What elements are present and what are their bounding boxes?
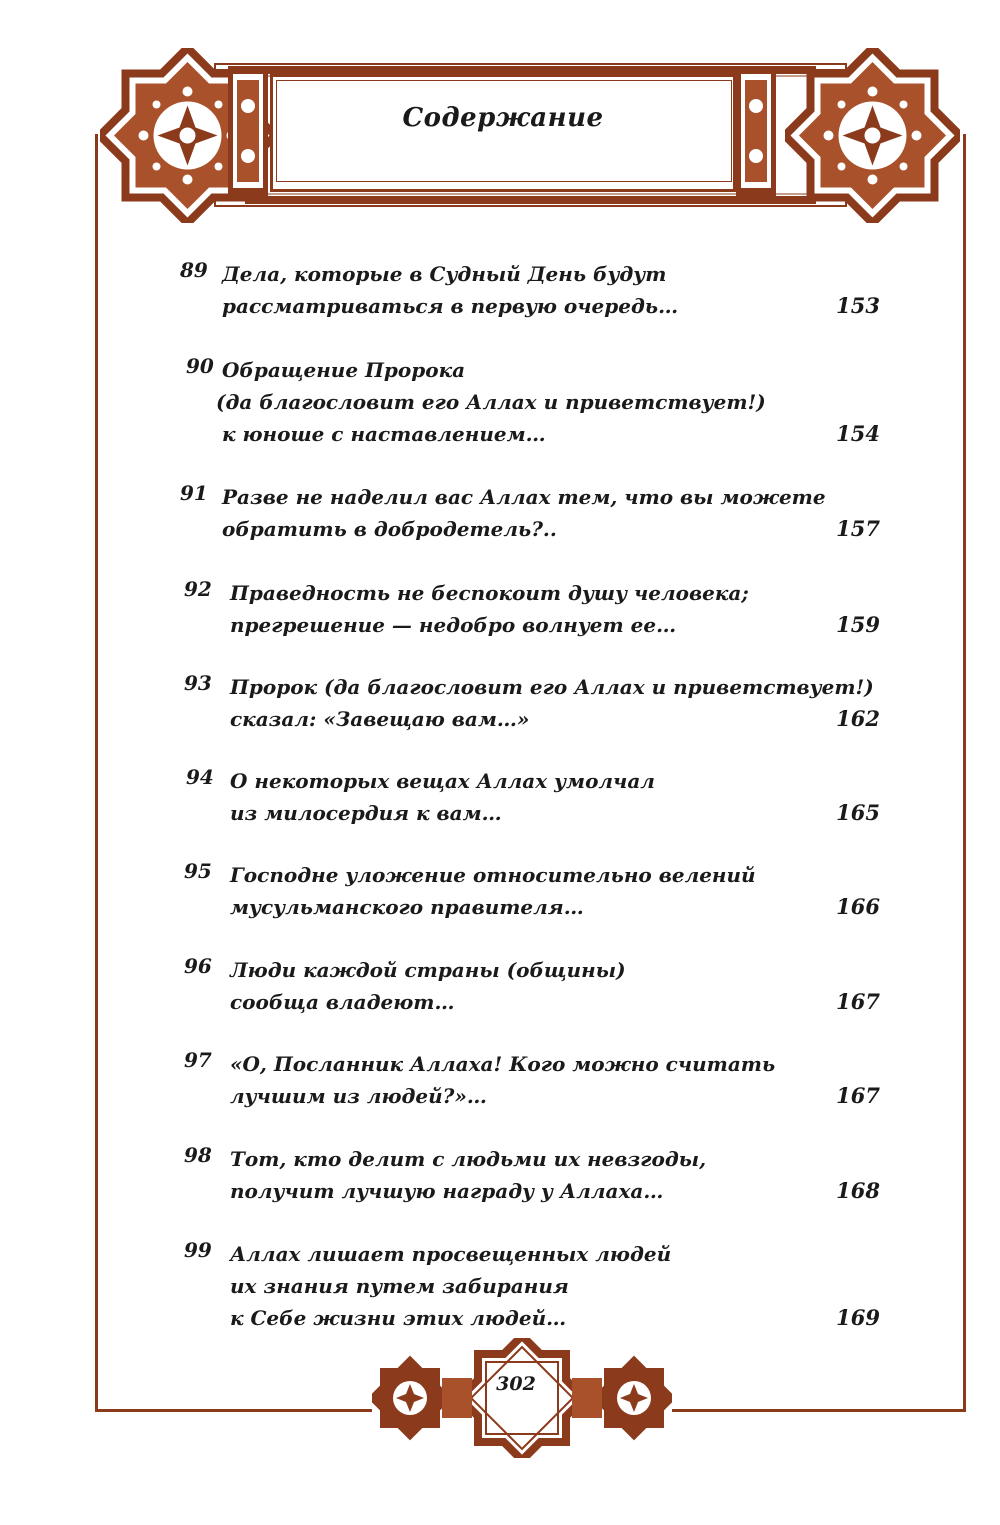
toc-entry-page: 159: [836, 612, 880, 637]
toc-entry-page: 157: [836, 516, 880, 541]
toc-entry-title-line: сообща владеют…: [230, 990, 455, 1014]
frame-right-border: [963, 130, 966, 1412]
toc-entry-page: 154: [836, 421, 880, 446]
toc-entry-title-line: Пророк (да благословит его Аллах и приветствует!): [230, 675, 874, 699]
toc-entry-number: 94: [186, 765, 214, 789]
toc-entry-title-line: Обращение Пророка: [222, 358, 466, 382]
toc-entry-title-line: обратить в добродетель?..: [222, 517, 557, 541]
toc-entry-number: 99: [184, 1238, 212, 1262]
toc-entry-page: 162: [836, 706, 880, 731]
toc-entry-page: 153: [836, 293, 880, 318]
header-panel-right-icon: [736, 66, 776, 196]
toc-entry-number: 91: [180, 481, 208, 505]
toc-entry-title-line: Люди каждой страны (общины): [230, 958, 626, 982]
toc-entry-title-line: лучшим из людей?»…: [230, 1084, 487, 1108]
toc-entry-page: 165: [836, 800, 880, 825]
toc-entry-number: 96: [184, 954, 212, 978]
toc-entry-title-line: из милосердия к вам…: [230, 801, 502, 825]
toc-entry-title-line: сказал: «Завещаю вам…»: [230, 707, 530, 731]
toc-entry[interactable]: [180, 671, 880, 735]
toc-entry[interactable]: [180, 354, 880, 450]
toc-entry-number: 89: [180, 258, 208, 282]
toc-entry-title-line: О некоторых вещах Аллах умолчал: [230, 769, 655, 793]
toc-entry-title-line: Тот, кто делит с людьми их невзгоды,: [230, 1147, 707, 1171]
toc-entry[interactable]: [180, 258, 880, 322]
toc-entry-title-line: получит лучшую награду у Аллаха…: [230, 1179, 664, 1203]
toc-entry-title-line: к Себе жизни этих людей…: [230, 1306, 567, 1330]
toc-entry[interactable]: [180, 954, 880, 1018]
toc-entry-title-line: Дела, которые в Судный День будут: [222, 262, 667, 286]
toc-entry-title-line: рассматриваться в первую очередь…: [222, 294, 679, 318]
toc-entry-title-line: их знания путем забирания: [230, 1274, 569, 1298]
toc-entry-number: 90: [186, 354, 214, 378]
toc-entry-number: 92: [184, 577, 212, 601]
toc-entry-page: 168: [836, 1178, 880, 1203]
toc-entry[interactable]: [180, 1238, 880, 1334]
toc-entry-number: 97: [184, 1048, 212, 1072]
toc-entry-title-line: прегрешение — недобро волнует ее…: [230, 613, 677, 637]
toc-entry[interactable]: [180, 577, 880, 641]
footer-ornament-icon: [372, 1338, 672, 1458]
toc-entry-title-line: Праведность не беспокоит душу человека;: [230, 581, 749, 605]
toc-entry-page: 169: [836, 1305, 880, 1330]
toc-entry[interactable]: [180, 1048, 880, 1112]
toc-entry-title-line: Господне уложение относительно велений: [230, 863, 756, 887]
toc-entry[interactable]: [180, 481, 880, 545]
toc-entry-title-line: мусульманского правителя…: [230, 895, 584, 919]
toc-entry-page: 166: [836, 894, 880, 919]
page-title: Содержание: [402, 103, 604, 133]
toc-entry-title-line: к юноше с наставлением…: [222, 422, 546, 446]
toc-entry[interactable]: [180, 859, 880, 923]
toc-entry-number: 93: [184, 671, 212, 695]
frame-left-border: [95, 130, 98, 1412]
toc-entry-title-line: Аллах лишает просвещенных людей: [230, 1242, 672, 1266]
toc-entry-number: 98: [184, 1143, 212, 1167]
page-number: 302: [496, 1373, 536, 1395]
header-ornament-right-icon: [785, 48, 960, 223]
toc-entry-number: 95: [184, 859, 212, 883]
toc-entry-page: 167: [836, 1083, 880, 1108]
toc-entry[interactable]: [180, 1143, 880, 1207]
header-panel-left-icon: [228, 66, 268, 196]
toc-entry-page: 167: [836, 989, 880, 1014]
toc-entry[interactable]: [180, 765, 880, 829]
toc-entry-title-line: «О, Посланник Аллаха! Кого можно считать: [230, 1052, 776, 1076]
toc-entry-title-line: Разве не наделил вас Аллах тем, что вы можете: [222, 485, 826, 509]
toc-entry-title-line: (да благословит его Аллах и приветствует!): [216, 390, 766, 414]
